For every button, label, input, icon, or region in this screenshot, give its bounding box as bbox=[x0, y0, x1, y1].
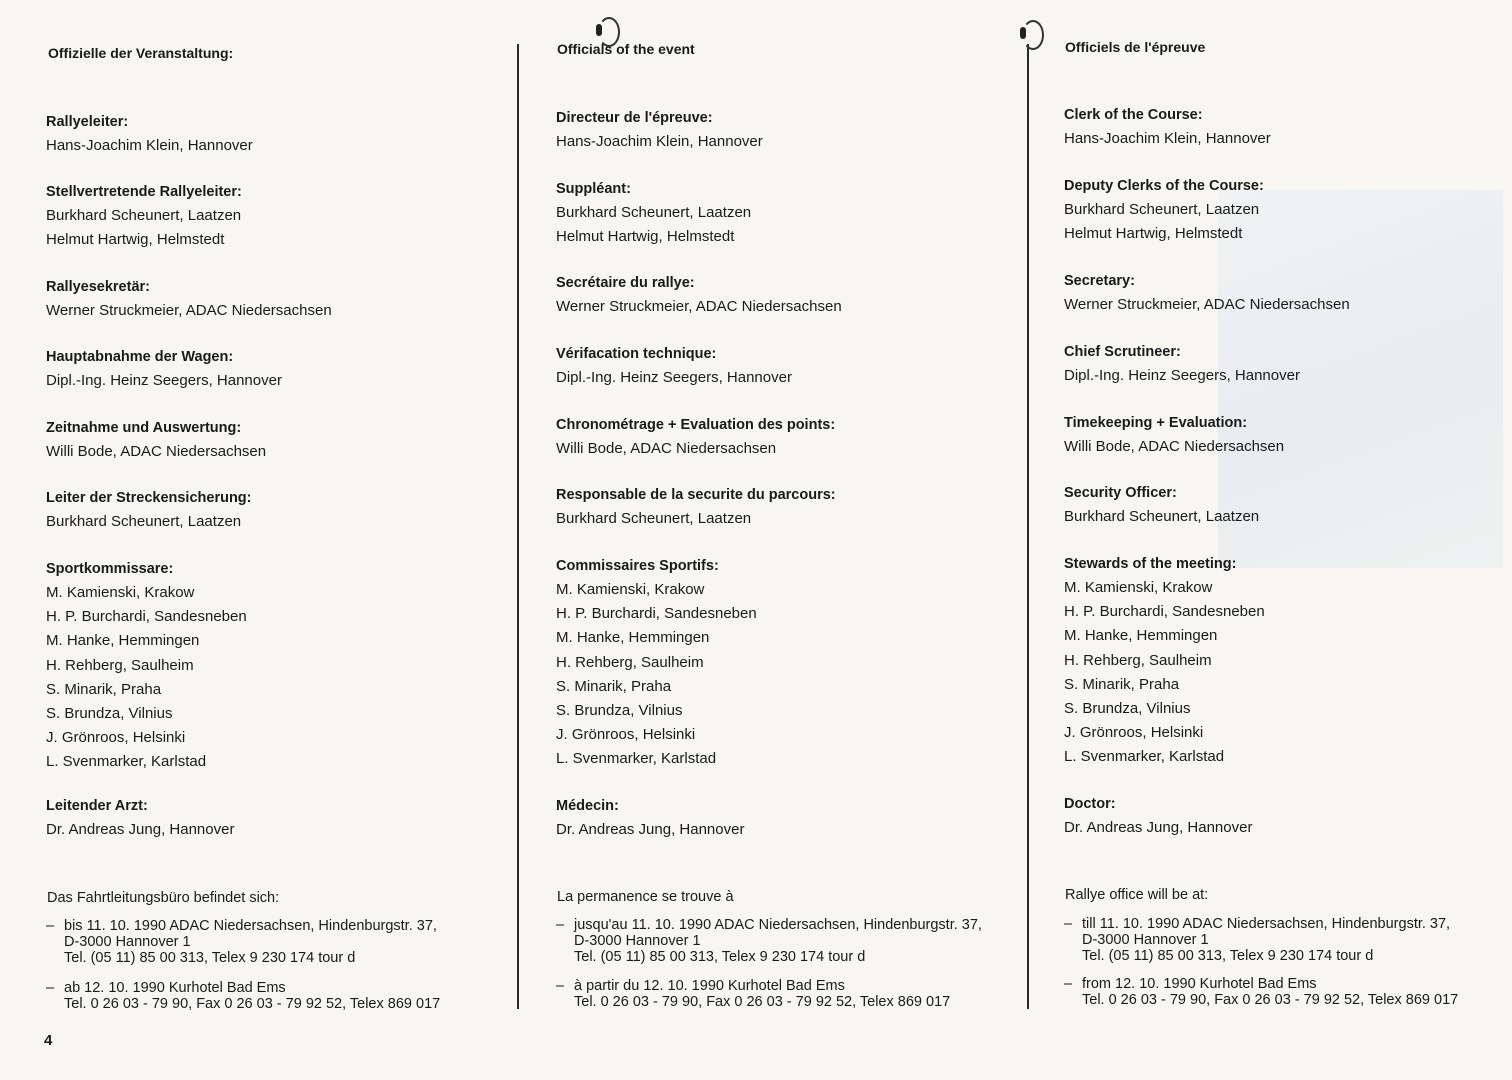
official-name: Burkhard Scheunert, Laatzen bbox=[556, 204, 752, 221]
official-name: H. Rehberg, Saulheim bbox=[46, 656, 194, 674]
official-name: J. Grönroos, Helsinki bbox=[46, 729, 186, 747]
section-timekeeping-evaluation bbox=[1064, 411, 1284, 459]
section-hauptabnahme-der-wagen bbox=[46, 345, 282, 393]
punch-hole-icon bbox=[1022, 20, 1044, 50]
section-zeitnahme-und-auswertung bbox=[46, 416, 266, 464]
section-stewards-of-the-meeting bbox=[1064, 552, 1265, 770]
section-v-rifacation-technique bbox=[556, 342, 792, 390]
official-name: Willi Bode, ADAC Niedersachsen bbox=[46, 443, 267, 460]
section-commissaires-sportifs bbox=[556, 554, 757, 772]
section-heading: Commissaires Sportifs: bbox=[556, 558, 719, 574]
section-heading: Secretary: bbox=[1064, 273, 1135, 289]
section-heading: Médecin: bbox=[556, 798, 619, 814]
section-heading: Security Officer: bbox=[1064, 485, 1177, 501]
office-address-line: à partir du 12. 10. 1990 Kurhotel Bad Ems bbox=[574, 978, 845, 994]
office-address-line: Tel. (05 11) 85 00 313, Telex 9 230 174 tour d bbox=[574, 949, 866, 965]
section-heading: Zeitnahme und Auswertung: bbox=[46, 420, 242, 436]
section-doctor bbox=[1064, 792, 1252, 840]
section-heading: Vérifacation technique: bbox=[556, 346, 717, 362]
column-divider-right bbox=[1027, 44, 1029, 1009]
official-name: Werner Struckmeier, ADAC Niedersachsen bbox=[1064, 296, 1350, 313]
section-clerk-of-the-course bbox=[1064, 103, 1271, 151]
section-rallyeleiter bbox=[46, 110, 253, 158]
office-address-line: bis 11. 10. 1990 ADAC Niedersachsen, Hindenburgstr. 37, bbox=[64, 918, 437, 934]
official-name: Hans-Joachim Klein, Hannover bbox=[46, 137, 253, 154]
section-sportkommissare bbox=[46, 557, 247, 775]
official-name: M. Kamienski, Krakow bbox=[46, 584, 195, 601]
official-name: Hans-Joachim Klein, Hannover bbox=[1064, 130, 1271, 147]
office-address-line: Tel. (05 11) 85 00 313, Telex 9 230 174 tour d bbox=[1082, 948, 1374, 964]
section-suppl-ant bbox=[556, 177, 751, 249]
section-heading: Leitender Arzt: bbox=[46, 798, 148, 814]
official-name: Helmut Hartwig, Helmstedt bbox=[46, 231, 225, 249]
section-responsable-de-la-securite-du-parcours bbox=[556, 483, 836, 531]
official-name: Burkhard Scheunert, Laatzen bbox=[46, 207, 242, 224]
official-name: S. Minarik, Praha bbox=[1064, 675, 1180, 693]
column-title: Officials of the event bbox=[557, 41, 695, 57]
section-heading: Stellvertretende Rallyeleiter: bbox=[46, 184, 242, 200]
official-name: Helmut Hartwig, Helmstedt bbox=[1064, 225, 1243, 243]
official-name: L. Svenmarker, Karlstad bbox=[46, 753, 207, 771]
column-title: Offizielle der Veranstaltung: bbox=[48, 45, 234, 61]
section-heading: Timekeeping + Evaluation: bbox=[1064, 415, 1248, 431]
official-name: S. Minarik, Praha bbox=[556, 677, 672, 695]
office-title: La permanence se trouve à bbox=[557, 889, 734, 905]
section-directeur-de-l-preuve bbox=[556, 106, 763, 154]
official-name: S. Brundza, Vilnius bbox=[46, 705, 173, 723]
official-name: Burkhard Scheunert, Laatzen bbox=[1064, 201, 1260, 218]
official-name: M. Kamienski, Krakow bbox=[556, 581, 705, 598]
section-heading: Doctor: bbox=[1064, 796, 1116, 812]
official-name: Dipl.-Ing. Heinz Seegers, Hannover bbox=[556, 369, 792, 386]
office-title: Das Fahrtleitungsbüro befindet sich: bbox=[47, 890, 280, 906]
section-heading: Rallyesekretär: bbox=[46, 279, 150, 295]
section-leitender-arzt bbox=[46, 794, 234, 842]
column-title: Officiels de l'épreuve bbox=[1065, 39, 1206, 55]
section-heading: Chief Scrutineer: bbox=[1064, 344, 1181, 360]
section-heading: Deputy Clerks of the Course: bbox=[1064, 178, 1264, 194]
official-name: J. Grönroos, Helsinki bbox=[556, 726, 696, 744]
section-rallyesekret-r bbox=[46, 275, 332, 323]
section-stellvertretende-rallyeleiter bbox=[46, 180, 242, 252]
official-name: S. Brundza, Vilnius bbox=[1064, 700, 1191, 718]
official-name: H. P. Burchardi, Sandesneben bbox=[556, 605, 757, 623]
office-address-line: Tel. (05 11) 85 00 313, Telex 9 230 174 tour d bbox=[64, 950, 356, 966]
section-heading: Secrétaire du rallye: bbox=[556, 275, 695, 291]
official-name: Dipl.-Ing. Heinz Seegers, Hannover bbox=[1064, 367, 1300, 384]
dash-bullet-icon: – bbox=[556, 978, 565, 994]
office-address-line: Tel. 0 26 03 - 79 90, Fax 0 26 03 - 79 92 52, Telex 869 017 bbox=[64, 996, 441, 1012]
section-leiter-der-streckensicherung bbox=[46, 486, 252, 534]
dash-bullet-icon: – bbox=[556, 917, 565, 933]
official-name: H. Rehberg, Saulheim bbox=[556, 653, 704, 671]
official-name: Dr. Andreas Jung, Hannover bbox=[556, 821, 745, 838]
official-name: S. Minarik, Praha bbox=[46, 680, 162, 698]
official-name: Burkhard Scheunert, Laatzen bbox=[46, 513, 242, 530]
official-name: J. Grönroos, Helsinki bbox=[1064, 724, 1204, 742]
official-name: Werner Struckmeier, ADAC Niedersachsen bbox=[46, 302, 332, 319]
office-address-line: ab 12. 10. 1990 Kurhotel Bad Ems bbox=[64, 980, 286, 996]
section-heading: Sportkommissare: bbox=[46, 561, 174, 577]
official-name: Willi Bode, ADAC Niedersachsen bbox=[556, 440, 777, 457]
official-name: Helmut Hartwig, Helmstedt bbox=[556, 228, 735, 246]
official-name: Hans-Joachim Klein, Hannover bbox=[556, 133, 763, 150]
section-heading: Clerk of the Course: bbox=[1064, 107, 1203, 123]
section-heading: Directeur de l'épreuve: bbox=[556, 110, 713, 126]
official-name: M. Hanke, Hemmingen bbox=[46, 632, 200, 650]
official-name: M. Hanke, Hemmingen bbox=[556, 629, 710, 647]
section-chronom-trage-evaluation-des-points bbox=[556, 413, 835, 461]
office-address-line: D-3000 Hannover 1 bbox=[574, 933, 701, 949]
official-name: Dr. Andreas Jung, Hannover bbox=[46, 821, 235, 838]
page-number: 4 bbox=[44, 1032, 53, 1049]
section-heading: Chronométrage + Evaluation des points: bbox=[556, 417, 836, 433]
office-address-line: jusqu'au 11. 10. 1990 ADAC Niedersachsen, Hindenburgstr. 37, bbox=[574, 917, 982, 933]
section-heading: Stewards of the meeting: bbox=[1064, 556, 1237, 572]
dash-bullet-icon: – bbox=[1064, 976, 1073, 992]
dash-bullet-icon: – bbox=[46, 918, 55, 934]
official-name: S. Brundza, Vilnius bbox=[556, 702, 683, 720]
section-heading: Rallyeleiter: bbox=[46, 114, 129, 130]
office-address-line: from 12. 10. 1990 Kurhotel Bad Ems bbox=[1082, 976, 1317, 992]
section-m-decin bbox=[556, 794, 744, 842]
official-name: Willi Bode, ADAC Niedersachsen bbox=[1064, 438, 1285, 455]
official-name: H. Rehberg, Saulheim bbox=[1064, 651, 1212, 669]
official-name: H. P. Burchardi, Sandesneben bbox=[46, 608, 247, 626]
dash-bullet-icon: – bbox=[46, 980, 55, 996]
official-name: M. Kamienski, Krakow bbox=[1064, 579, 1213, 596]
office-address-line: Tel. 0 26 03 - 79 90, Fax 0 26 03 - 79 92 52, Telex 869 017 bbox=[574, 994, 951, 1010]
office-address-line: D-3000 Hannover 1 bbox=[64, 934, 191, 950]
official-name: M. Hanke, Hemmingen bbox=[1064, 627, 1218, 645]
column-divider-left bbox=[517, 44, 519, 1009]
section-heading: Leiter der Streckensicherung: bbox=[46, 490, 252, 506]
section-security-officer bbox=[1064, 481, 1259, 529]
section-secr-taire-du-rallye bbox=[556, 271, 842, 319]
section-heading: Suppléant: bbox=[556, 181, 631, 197]
section-secretary bbox=[1064, 269, 1350, 317]
official-name: L. Svenmarker, Karlstad bbox=[1064, 748, 1225, 766]
dash-bullet-icon: – bbox=[1064, 916, 1073, 932]
office-address-line: Tel. 0 26 03 - 79 90, Fax 0 26 03 - 79 92 52, Telex 869 017 bbox=[1082, 992, 1459, 1008]
office-title: Rallye office will be at: bbox=[1065, 887, 1209, 903]
official-name: Dipl.-Ing. Heinz Seegers, Hannover bbox=[46, 372, 282, 389]
office-address-line: D-3000 Hannover 1 bbox=[1082, 932, 1209, 948]
official-name: Burkhard Scheunert, Laatzen bbox=[1064, 508, 1260, 525]
section-heading: Hauptabnahme der Wagen: bbox=[46, 349, 234, 365]
official-name: L. Svenmarker, Karlstad bbox=[556, 750, 717, 768]
section-heading: Responsable de la securite du parcours: bbox=[556, 487, 836, 503]
official-name: Dr. Andreas Jung, Hannover bbox=[1064, 819, 1253, 836]
official-name: H. P. Burchardi, Sandesneben bbox=[1064, 603, 1265, 621]
section-deputy-clerks-of-the-course bbox=[1064, 174, 1264, 246]
official-name: Werner Struckmeier, ADAC Niedersachsen bbox=[556, 298, 842, 315]
official-name: Burkhard Scheunert, Laatzen bbox=[556, 510, 752, 527]
office-address-line: till 11. 10. 1990 ADAC Niedersachsen, Hindenburgstr. 37, bbox=[1082, 916, 1451, 932]
section-chief-scrutineer bbox=[1064, 340, 1300, 388]
